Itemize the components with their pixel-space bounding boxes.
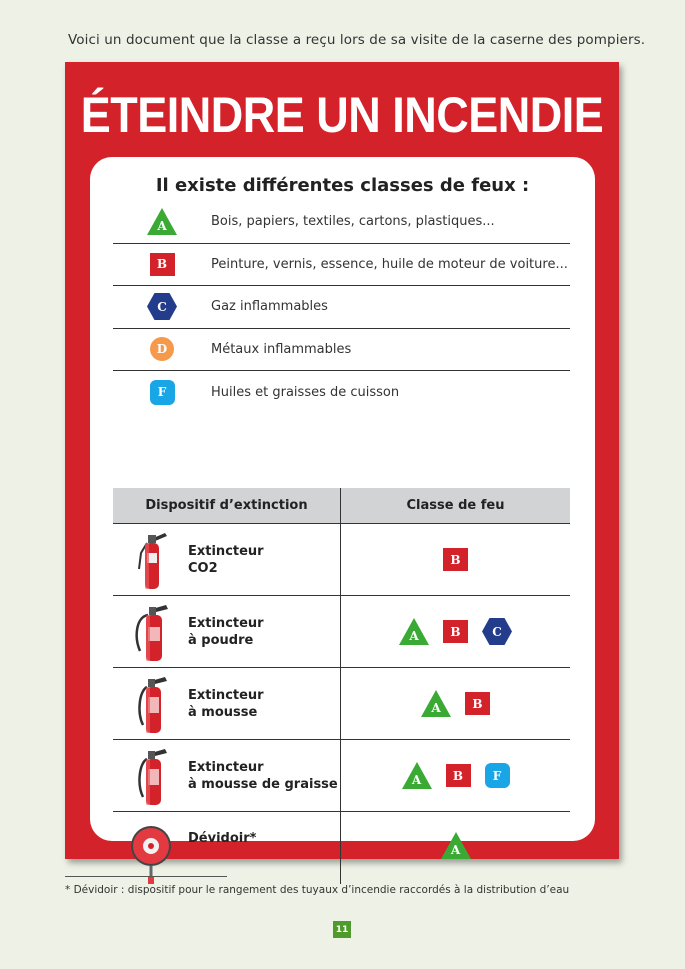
intro-text: Voici un document que la classe a reçu lors de sa visite de la caserne des pompiers. [68,32,646,48]
class-d-circle-icon: D [150,337,174,361]
fire-class-description: Gaz inflammables [211,299,328,315]
class-a-triangle-icon: A [147,208,177,235]
class-a-triangle-icon: A [399,618,429,645]
table-row [113,668,570,740]
class-f-rounded-square-icon: F [485,763,510,788]
fire-class-cell [341,524,570,595]
fire-class-description: Peinture, vernis, essence, huile de moteur de voiture... [211,256,568,272]
fire-class-row-b [113,244,570,287]
footnote-divider [65,876,227,877]
device-name: Extincteur à mousse [188,687,264,720]
table-row [113,740,570,812]
class-a-triangle-icon: A [441,832,471,859]
class-b-square-icon: B [465,692,490,715]
header-fire-class: Classe de feu [406,498,505,513]
table-row [113,524,570,596]
hose-reel-icon [113,818,188,890]
fire-classes-list [113,201,570,414]
class-a-triangle-icon: A [402,762,432,789]
fire-class-description: Huiles et graisses de cuisson [211,384,400,400]
co2-extinguisher-icon [113,524,188,596]
page-number: 11 [333,921,351,938]
fire-class-row-c [113,286,570,329]
fire-class-description: Métaux inflammables [211,341,352,357]
table-row [113,812,570,884]
fire-class-description: Bois, papiers, textiles, cartons, plastiques... [211,214,495,230]
fire-class-cell [341,668,570,739]
class-b-square-icon: B [150,253,175,276]
class-c-hexagon-icon: C [147,293,177,320]
grease-foam-extinguisher-icon [113,740,188,812]
fire-class-cell [341,812,570,884]
powder-extinguisher-icon [113,596,188,668]
foam-extinguisher-icon [113,668,188,740]
device-name: Dévidoir* [188,831,257,846]
table-header [113,488,570,524]
fire-class-cell [341,740,570,811]
footnote: * Dévidoir : dispositif pour le rangement des tuyaux d’incendie raccordés à la distribution d’eau [65,884,570,896]
class-f-rounded-square-icon: F [150,380,175,405]
device-name: Extincteur à poudre [188,615,264,648]
content-card [90,157,595,857]
class-a-triangle-icon: A [421,690,451,717]
class-b-square-icon: B [443,620,468,643]
extinguisher-table [113,488,570,884]
device-name: Extincteur à mousse de graisse [188,759,338,792]
fire-class-cell [341,596,570,667]
device-name: Extincteur CO2 [188,543,264,576]
poster-title: ÉTEINDRE UN INCENDIE [80,86,604,144]
class-b-square-icon: B [446,764,471,787]
table-row [113,596,570,668]
class-c-hexagon-icon: C [482,618,512,645]
classes-heading: Il existe différentes classes de feux : [155,175,530,196]
poster [65,62,619,859]
fire-class-row-f [113,371,570,414]
class-b-square-icon: B [443,548,468,571]
fire-class-row-d [113,329,570,372]
fire-class-row-a [113,201,570,244]
header-device: Dispositif d’extinction [113,488,341,523]
